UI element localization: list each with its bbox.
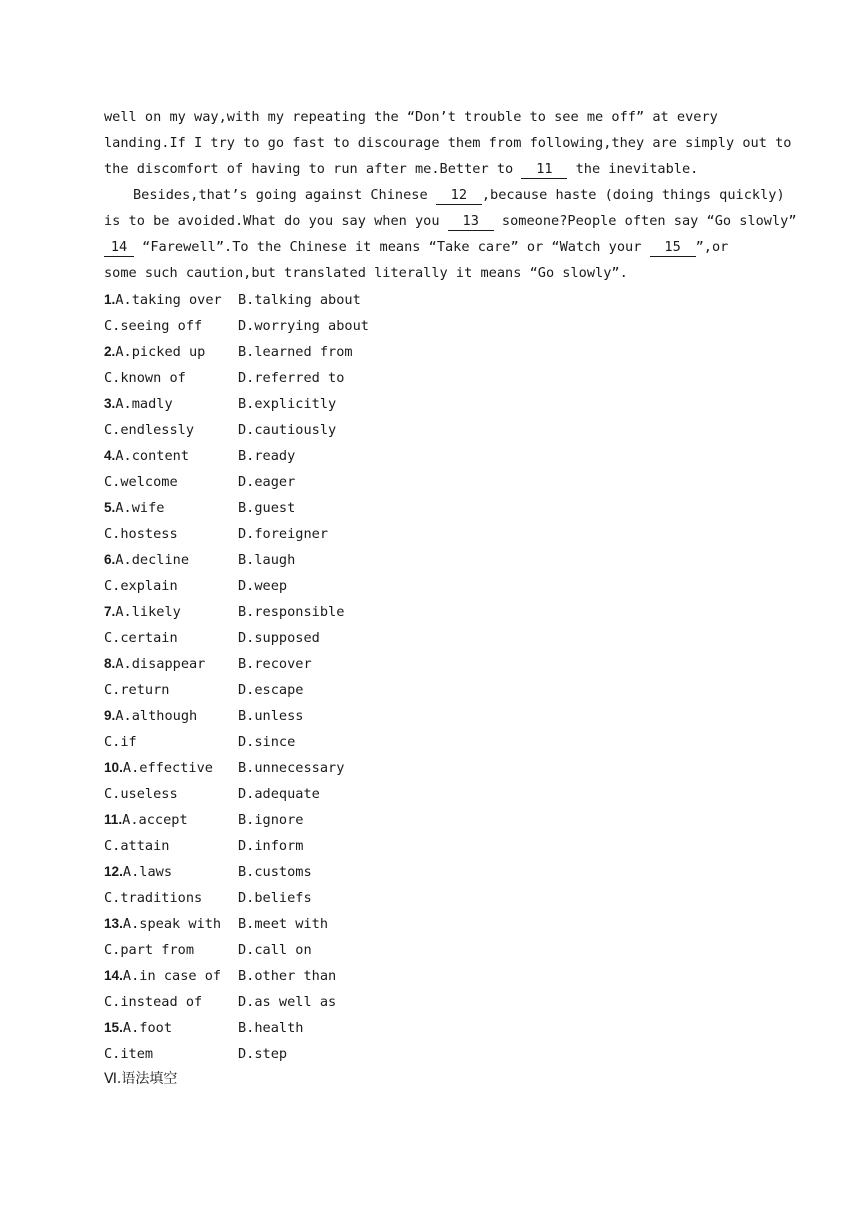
question-number: 4.	[104, 448, 116, 463]
options-row	[104, 391, 504, 417]
option-c: C.instead of	[104, 994, 203, 1010]
options-row	[104, 495, 504, 521]
option-a: A.content	[115, 448, 190, 464]
option-c: C.hostess	[104, 526, 178, 542]
question-number: 15.	[104, 1020, 123, 1035]
text-run: “Farewell”.To the Chinese it means “Take care” or “Watch your	[134, 239, 650, 255]
options-row	[104, 989, 504, 1015]
question-item	[104, 755, 504, 807]
question-number: 10.	[104, 760, 123, 775]
option-b: B.unless	[238, 708, 304, 724]
question-item	[104, 599, 504, 651]
passage-line	[104, 234, 780, 260]
options-row	[104, 755, 504, 781]
option-c: C.welcome	[104, 474, 178, 490]
question-number: 9.	[104, 708, 116, 723]
option-d: D.as well as	[238, 994, 337, 1010]
option-d: D.beliefs	[238, 890, 312, 906]
options-row	[104, 885, 504, 911]
question-item	[104, 859, 504, 911]
option-b: B.health	[238, 1020, 304, 1036]
option-b: B.unnecessary	[238, 760, 345, 776]
option-c: C.useless	[104, 786, 178, 802]
option-a: A.madly	[115, 396, 173, 412]
question-item	[104, 911, 504, 963]
option-d: D.supposed	[238, 630, 320, 646]
blank-14: 14	[104, 238, 134, 257]
option-d: D.eager	[238, 474, 296, 490]
options-row	[104, 963, 504, 989]
option-c: C.seeing off	[104, 318, 203, 334]
option-a: A.accept	[122, 812, 188, 828]
text-run: ”,or	[695, 239, 729, 255]
question-item	[104, 443, 504, 495]
option-b: B.guest	[238, 500, 296, 516]
options-row	[104, 651, 504, 677]
option-b: B.ready	[238, 448, 296, 464]
option-a: A.effective	[122, 760, 213, 776]
option-b: B.recover	[238, 656, 312, 672]
text-run: the inevitable.	[567, 161, 699, 177]
options-row	[104, 417, 504, 443]
option-d: D.weep	[238, 578, 288, 594]
options-row	[104, 703, 504, 729]
option-c: C.part from	[104, 942, 195, 958]
question-item	[104, 1015, 504, 1067]
option-d: D.adequate	[238, 786, 320, 802]
option-c: C.traditions	[104, 890, 203, 906]
options-row	[104, 573, 504, 599]
passage-paragraph-2	[104, 182, 797, 286]
blank-11: 11	[521, 160, 567, 179]
options-row	[104, 365, 504, 391]
question-item	[104, 339, 504, 391]
options-row	[104, 859, 504, 885]
options-row	[104, 625, 504, 651]
options-row	[104, 339, 504, 365]
option-b: B.other than	[238, 968, 337, 984]
blank-13: 13	[448, 212, 494, 231]
options-row	[104, 781, 504, 807]
option-b: B.customs	[238, 864, 312, 880]
question-item	[104, 287, 504, 339]
question-number: 1.	[104, 292, 116, 307]
text-run: is to be avoided.What do you say when you	[104, 213, 448, 229]
option-d: D.referred to	[238, 370, 345, 386]
options-row	[104, 599, 504, 625]
options-row	[104, 443, 504, 469]
option-c: C.certain	[104, 630, 178, 646]
option-a: A.speak with	[122, 916, 222, 932]
option-b: B.explicitly	[238, 396, 337, 412]
option-d: D.call on	[238, 942, 312, 958]
question-item	[104, 391, 504, 443]
option-a: A.likely	[115, 604, 181, 620]
text-run: ,because haste (doing things quickly)	[481, 187, 785, 203]
option-a: A.taking over	[115, 292, 222, 308]
options-row	[104, 547, 504, 573]
option-c: C.item	[104, 1046, 154, 1062]
option-a: A.foot	[122, 1020, 173, 1036]
options-row	[104, 469, 504, 495]
question-item	[104, 703, 504, 755]
option-d: D.escape	[238, 682, 304, 698]
passage-paragraph-1	[104, 104, 792, 182]
question-item	[104, 547, 504, 599]
option-d: D.foreigner	[238, 526, 329, 542]
option-c: C.return	[104, 682, 170, 698]
section-heading: Ⅵ.语法填空	[104, 1071, 178, 1087]
question-number: 5.	[104, 500, 116, 515]
options-row	[104, 911, 504, 937]
question-item	[104, 495, 504, 547]
options-row	[104, 521, 504, 547]
question-number: 11.	[104, 812, 123, 827]
question-item	[104, 963, 504, 1015]
option-b: B.meet with	[238, 916, 329, 932]
option-d: D.step	[238, 1046, 288, 1062]
question-number: 13.	[104, 916, 123, 931]
option-b: B.talking about	[238, 292, 361, 308]
options-row	[104, 1015, 504, 1041]
option-d: D.worrying about	[238, 318, 369, 334]
options-row	[104, 287, 504, 313]
option-a: A.decline	[115, 552, 190, 568]
options-row	[104, 313, 504, 339]
option-b: B.ignore	[238, 812, 304, 828]
options-row	[104, 807, 504, 833]
blank-15: 15	[650, 238, 696, 257]
option-a: A.in case of	[122, 968, 222, 984]
passage-line: well on my way,with my repeating the “Don’t trouble to see me off” at every	[104, 109, 718, 125]
passage-line: landing.If I try to go fast to discourage them from following,they are simply out to	[104, 135, 792, 151]
option-d: D.inform	[238, 838, 304, 854]
blank-12: 12	[436, 186, 482, 205]
text-run: someone?People often say “Go slowly”	[493, 213, 797, 229]
option-b: B.laugh	[238, 552, 296, 568]
option-b: B.learned from	[238, 344, 353, 360]
passage-line	[104, 182, 785, 208]
passage-line	[104, 208, 797, 234]
passage-line	[104, 156, 780, 182]
option-c: C.explain	[104, 578, 178, 594]
question-number: 12.	[104, 864, 123, 879]
option-c: C.endlessly	[104, 422, 195, 438]
options-row	[104, 1041, 504, 1067]
question-item	[104, 651, 504, 703]
text-run: the discomfort of having to run after me.Better to	[104, 161, 522, 177]
passage-line: some such caution,but translated literally it means “Go slowly”.	[104, 265, 628, 281]
question-options-list	[104, 287, 504, 1067]
option-b: B.responsible	[238, 604, 345, 620]
question-number: 3.	[104, 396, 116, 411]
option-d: D.since	[238, 734, 296, 750]
option-a: A.laws	[122, 864, 173, 880]
option-a: A.although	[115, 708, 198, 724]
text-run: Besides,that’s going against Chinese	[133, 187, 436, 203]
question-number: 8.	[104, 656, 116, 671]
options-row	[104, 937, 504, 963]
options-row	[104, 677, 504, 703]
question-number: 7.	[104, 604, 116, 619]
option-a: A.wife	[115, 500, 165, 516]
option-d: D.cautiously	[238, 422, 337, 438]
option-c: C.known of	[104, 370, 186, 386]
question-number: 6.	[104, 552, 116, 567]
options-row	[104, 833, 504, 859]
option-a: A.disappear	[115, 656, 206, 672]
option-a: A.picked up	[115, 344, 206, 360]
question-item	[104, 807, 504, 859]
option-c: C.if	[104, 734, 137, 750]
option-c: C.attain	[104, 838, 170, 854]
question-number: 2.	[104, 344, 116, 359]
question-number: 14.	[104, 968, 123, 983]
options-row	[104, 729, 504, 755]
